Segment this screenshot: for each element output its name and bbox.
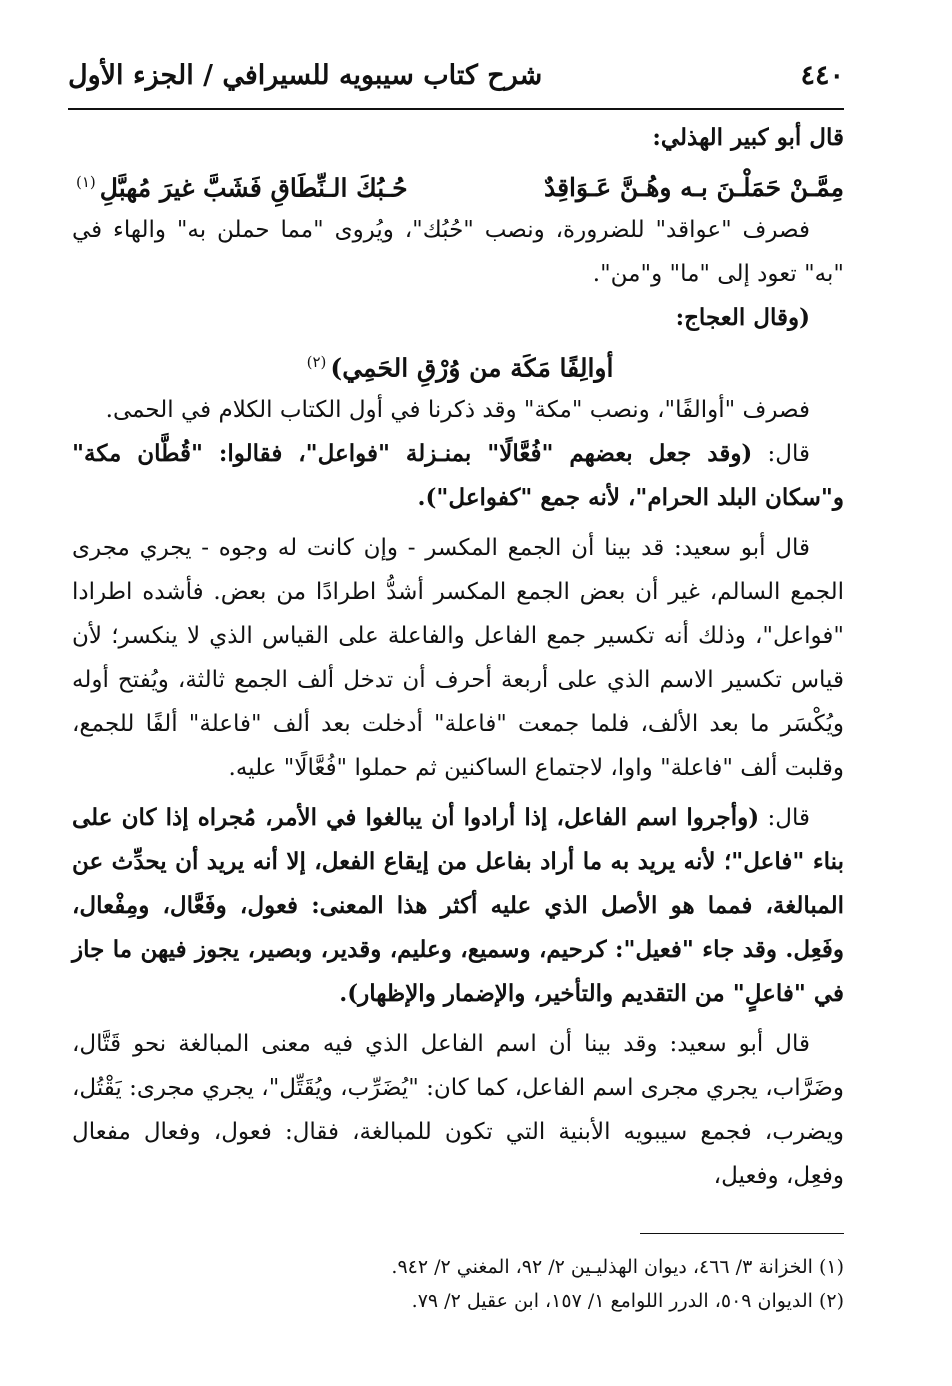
paragraph-5-lead: قال: [759, 805, 811, 831]
verse-2-text: أوالِفًا مَكَة من وُرْقِ الحَمِي) [330, 353, 614, 383]
page-number: ٤٤٠ [800, 60, 844, 91]
verse-1-left-hemistich [72, 160, 408, 210]
main-text [72, 116, 844, 1198]
footnote-ref-2: (٢) [306, 353, 327, 371]
quote-intro: (وقال العجاج: [675, 304, 810, 331]
verse-1 [72, 160, 844, 208]
footnote-2: (٢) الديوان ٥٠٩، الدرر اللوامع ١/ ١٥٧، ابن عقيل ٢/ ٧٩. [411, 1290, 844, 1312]
intro-line: قال أبو كبير الهذلي: [652, 124, 844, 151]
header-rule [68, 108, 844, 110]
verse-2 [72, 340, 844, 388]
page-header [68, 60, 844, 100]
paragraph-4: قال أبو سعيد: قد بينا أن الجمع المكسر - وإن كانت له وجوه - يجري مجرى الجمع السالم، غير أن بعض الجمع المكسر أشدُّ اطرادًا من بعض. فأشده اطرادا "فواعل"، وذلك أنه تكسير جمع الفاعل والفاعلة على القياس الذي لا ينكسر؛ لأن قياس تكسير الاسم الذي على أربعة أحرف أن تدخل ألف الجمع ثالثة، ويُفتح أوله ويُكْسَر ما بعد الألف، فلما جمعت "فاعلة" أدخلت بعد ألف "فاعلة" ألفًا للجمع، وقلبت ألف "فاعلة" واوا، لاجتماع الساكنين ثم حملوا "فُعَّالًا" عليه. [72, 535, 844, 781]
paragraph-3-lead: قال: [752, 441, 810, 467]
footnotes [72, 1250, 844, 1318]
verse-1-left-text: حُـبُكَ الـنِّطَاقِ فَشَبَّ غيرَ مُهبَّلِ [99, 173, 408, 203]
footnote-rule [640, 1233, 844, 1234]
paragraph-1: فصرف "عواقد" للضرورة، ونصب "حُبُك"، ويُروى "مما حملن به" والهاء في "به" تعود إلى "ما" و"من". [72, 217, 844, 287]
paragraph-2: فصرف "أوالفًا"، ونصب "مكة" وقد ذكرنا في أول الكتاب الكلام في الحمى. [105, 397, 810, 423]
running-title: شرح كتاب سيبويه للسيرافي / الجزء الأول [68, 60, 543, 91]
footnote-1: (١) الخزانة ٣/ ٤٦٦، ديوان الهذليـين ٢/ ٩٢، المغني ٢/ ٩٤٢. [391, 1256, 844, 1278]
paragraph-3 [72, 432, 844, 520]
paragraph-5-quote: (وأجروا اسم الفاعل، إذا أرادوا أن يبالغوا في الأمر، مُجراه إذا كان على بناء "فاعل"؛ لأنه يريد به ما أراد بفاعل من إيقاع الفعل، إلا أنه يريد أن يحدِّث عن المبالغة، فمما هو الأصل الذي عليه أكثر هذا المعنى: فعول، وفَعَّال، ومِفْعال، وفَعِل. وقد جاء "فعيل": كرحيم، وسميع، وعليم، وقدير، وبصير، يجوز فيهن ما جاز في "فاعلٍ" من التقديم والتأخير، والإضمار والإظهار). [72, 804, 844, 1007]
paragraph-6: قال أبو سعيد: وقد بينا أن اسم الفاعل الذي فيه معنى المبالغة نحو قَتَّال، وضَرَّاب، يجري مجرى اسم الفاعل، كما كان: "يُضَرِّب، ويُقَتِّل"، يجري مجرى: يَقْتُل، ويضرب، فجمع سيبويه الأبنية التي تكون للمبالغة، فقال: فعول، وفعال مفعال وفعِل، وفعيل، [71, 1031, 844, 1189]
paragraph-5 [72, 796, 844, 1016]
paragraph-3-quote: (وقد جعل بعضهم "فُعَّالًا" بمنـزلة "فواعل"، فقالوا: "قُطَّان مكة" و"سكان البلد الحرام"، لأنه جمع "كفواعل"). [72, 440, 844, 511]
verse-1-right-hemistich: مِمَّـنْ حَمَلْـنَ بـه وهُـنَّ عَـوَاقِدٌ [543, 173, 844, 203]
footnote-ref-1: (١) [76, 173, 96, 191]
